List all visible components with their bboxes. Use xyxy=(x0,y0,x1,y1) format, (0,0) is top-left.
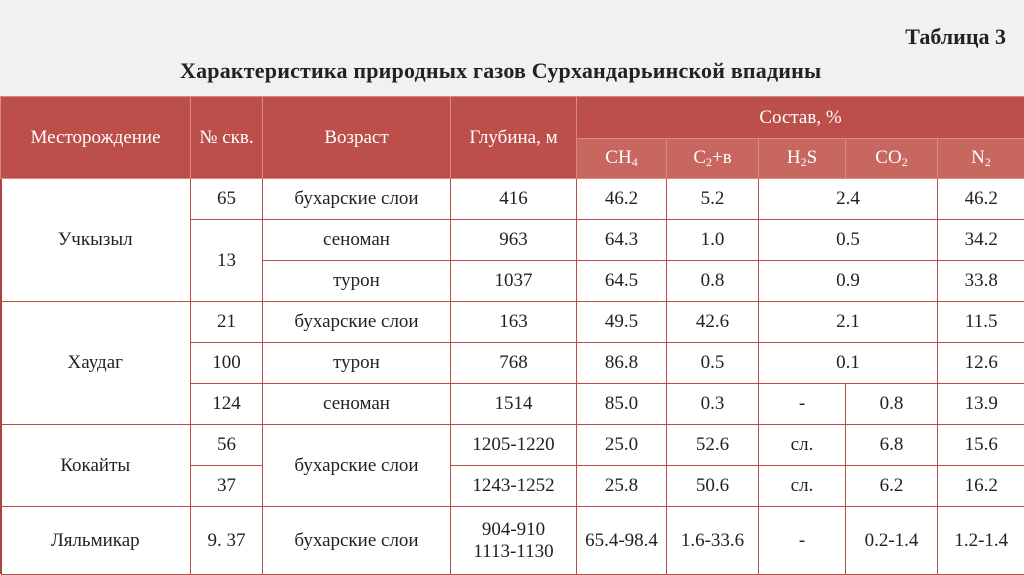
n2-cell: 33.8 xyxy=(938,261,1024,302)
gas-composition-table xyxy=(0,96,1024,575)
well-cell: 124 xyxy=(191,384,263,425)
n2-cell: 12.6 xyxy=(938,343,1024,384)
field-name: Хаудаг xyxy=(1,302,191,425)
table-title: Характеристика природных газов Сурхандарьинской впадины xyxy=(180,58,821,84)
ch4-cell: 25.0 xyxy=(577,425,667,466)
co2-cell: 6.8 xyxy=(846,425,938,466)
header-age: Возраст xyxy=(263,97,451,179)
ch4-cell: 65.4-98.4 xyxy=(577,507,667,575)
table-caption-area xyxy=(0,0,1024,96)
header-ch4: $CH_4$ xyxy=(577,139,667,179)
age-cell: сеноман xyxy=(263,220,451,261)
depth-cell: 1037 xyxy=(451,261,577,302)
h2s-cell: - xyxy=(759,384,846,425)
depth-cell: 416 xyxy=(451,179,577,220)
header-field: Месторождение xyxy=(1,97,191,179)
header-depth: Глубина, м xyxy=(451,97,577,179)
header-n2: $N_2$ xyxy=(938,139,1024,179)
field-name: Учкызыл xyxy=(1,179,191,302)
field-name: Ляльмикар xyxy=(1,507,191,575)
table-row xyxy=(1,302,1024,343)
h2s-cell: - xyxy=(759,507,846,575)
depth-cell: 163 xyxy=(451,302,577,343)
ch4-cell: 46.2 xyxy=(577,179,667,220)
well-cell: 56 xyxy=(191,425,263,466)
ch4-cell: 49.5 xyxy=(577,302,667,343)
well-cell: 21 xyxy=(191,302,263,343)
ch4-cell: 25.8 xyxy=(577,466,667,507)
depth-cell: 1243-1252 xyxy=(451,466,577,507)
well-cell: 65 xyxy=(191,179,263,220)
ch4-cell: 86.8 xyxy=(577,343,667,384)
c2-cell: 52.6 xyxy=(667,425,759,466)
n2-cell: 15.6 xyxy=(938,425,1024,466)
depth-range-2: 1113-1130 xyxy=(451,541,576,563)
n2-cell: 34.2 xyxy=(938,220,1024,261)
table-row xyxy=(1,507,1024,575)
age-cell: сеноман xyxy=(263,384,451,425)
age-cell: бухарские слои xyxy=(263,302,451,343)
ch4-cell: 64.3 xyxy=(577,220,667,261)
age-cell: бухарские слои xyxy=(263,179,451,220)
c2-cell: 1.0 xyxy=(667,220,759,261)
c2-cell: 0.3 xyxy=(667,384,759,425)
c2-cell: 50.6 xyxy=(667,466,759,507)
n2-cell: 13.9 xyxy=(938,384,1024,425)
depth-cell: 768 xyxy=(451,343,577,384)
well-cell: 100 xyxy=(191,343,263,384)
n2-cell: 1.2-1.4 xyxy=(938,507,1024,575)
header-c2: $C_2+в$ xyxy=(667,139,759,179)
header-h2s: $H_2S$ xyxy=(759,139,846,179)
h2s-cell: сл. xyxy=(759,425,846,466)
age-cell: турон xyxy=(263,343,451,384)
depth-cell: 1205-1220 xyxy=(451,425,577,466)
age-cell: бухарские слои xyxy=(263,507,451,575)
table-row xyxy=(1,425,1024,466)
ch4-cell: 85.0 xyxy=(577,384,667,425)
h2s-co2-cell: 0.5 xyxy=(759,220,938,261)
header-co2: $CO_2$ xyxy=(846,139,938,179)
h2s-co2-cell: 0.9 xyxy=(759,261,938,302)
header-composition: Состав, % xyxy=(577,97,1024,139)
table-row xyxy=(1,179,1024,220)
h2s-co2-cell: 2.4 xyxy=(759,179,938,220)
c2-cell: 0.5 xyxy=(667,343,759,384)
depth-cell: 963 xyxy=(451,220,577,261)
well-cell: 9. 37 xyxy=(191,507,263,575)
co2-cell: 0.8 xyxy=(846,384,938,425)
h2s-co2-cell: 2.1 xyxy=(759,302,938,343)
age-cell: турон xyxy=(263,261,451,302)
header-well: № скв. xyxy=(191,97,263,179)
c2-cell: 1.6-33.6 xyxy=(667,507,759,575)
header-row-1 xyxy=(1,97,1024,139)
well-cell: 13 xyxy=(191,220,263,302)
depth-range-1: 904-910 xyxy=(451,519,576,541)
field-name: Кокайты xyxy=(1,425,191,507)
c2-cell: 42.6 xyxy=(667,302,759,343)
table-number: Таблица 3 xyxy=(905,24,1006,50)
depth-cell xyxy=(451,507,577,575)
h2s-cell: сл. xyxy=(759,466,846,507)
well-cell: 37 xyxy=(191,466,263,507)
co2-cell: 0.2-1.4 xyxy=(846,507,938,575)
age-cell: бухарские слои xyxy=(263,425,451,507)
c2-cell: 5.2 xyxy=(667,179,759,220)
n2-cell: 46.2 xyxy=(938,179,1024,220)
co2-cell: 6.2 xyxy=(846,466,938,507)
c2-cell: 0.8 xyxy=(667,261,759,302)
n2-cell: 16.2 xyxy=(938,466,1024,507)
ch4-cell: 64.5 xyxy=(577,261,667,302)
depth-cell: 1514 xyxy=(451,384,577,425)
n2-cell: 11.5 xyxy=(938,302,1024,343)
h2s-co2-cell: 0.1 xyxy=(759,343,938,384)
